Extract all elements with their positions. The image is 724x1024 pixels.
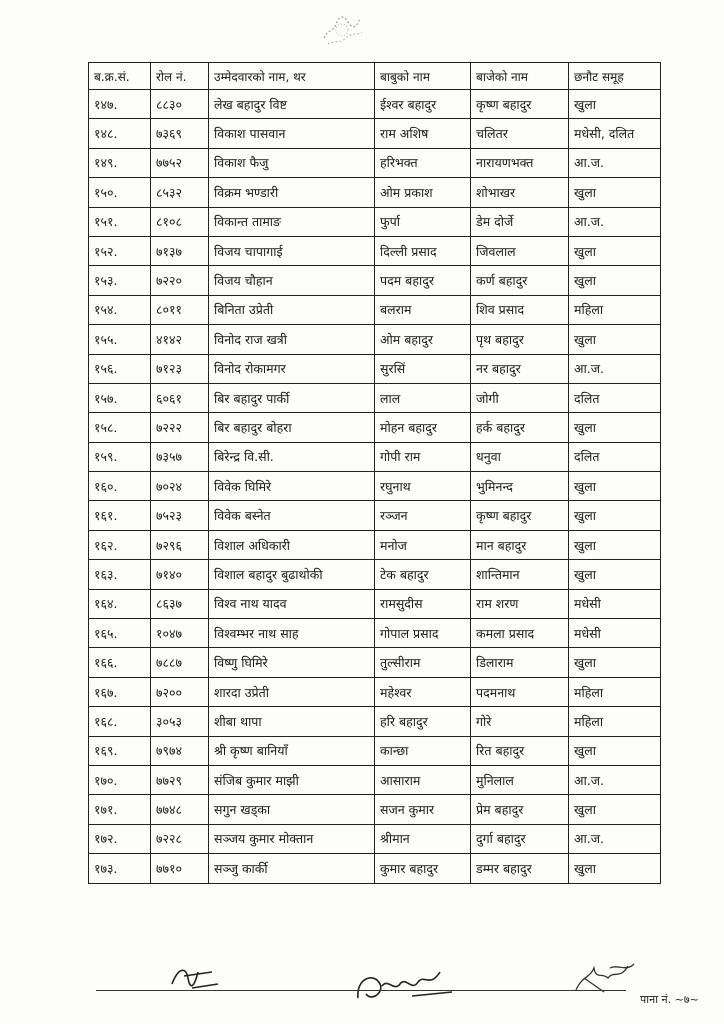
table-row bbox=[89, 472, 661, 501]
cell-candidate-name: विवेक बस्नेत bbox=[209, 501, 375, 530]
cell-candidate-name: लेख बहादुर विष्ट bbox=[209, 90, 375, 119]
cell-grandfather-name: हर्क बहादुर bbox=[471, 413, 569, 442]
table-header-row bbox=[89, 63, 661, 90]
cell-candidate-name: सञ्जय कुमार मोक्तान bbox=[209, 824, 375, 853]
cell-serial-number: १५३. bbox=[89, 266, 151, 295]
footer-rule bbox=[96, 990, 626, 991]
cell-roll-number: ७९७४ bbox=[151, 736, 209, 765]
cell-candidate-name: सञ्जु कार्की bbox=[209, 854, 375, 883]
cell-roll-number: ८५३२ bbox=[151, 178, 209, 207]
cell-father-name: कान्छा bbox=[375, 736, 471, 765]
cell-roll-number: ८८३० bbox=[151, 90, 209, 119]
cell-serial-number: १७०. bbox=[89, 765, 151, 794]
cell-selection-group: खुला bbox=[569, 472, 661, 501]
cell-selection-group: खुला bbox=[569, 736, 661, 765]
cell-grandfather-name: डेम दोर्जे bbox=[471, 207, 569, 236]
cell-serial-number: १५५. bbox=[89, 325, 151, 354]
cell-serial-number: १५०. bbox=[89, 178, 151, 207]
cell-grandfather-name: धनुवा bbox=[471, 442, 569, 471]
cell-grandfather-name: जिवलाल bbox=[471, 236, 569, 265]
cell-selection-group: खुला bbox=[569, 325, 661, 354]
cell-father-name: महेश्वर bbox=[375, 677, 471, 706]
cell-serial-number: १६६. bbox=[89, 648, 151, 677]
cell-selection-group: खुला bbox=[569, 795, 661, 824]
cell-grandfather-name: प्रेम बहादुर bbox=[471, 795, 569, 824]
cell-grandfather-name: जोगी bbox=[471, 383, 569, 412]
cell-candidate-name: विकाश पासवान bbox=[209, 119, 375, 148]
cell-father-name: लाल bbox=[375, 383, 471, 412]
cell-father-name: आसाराम bbox=[375, 765, 471, 794]
cell-selection-group: खुला bbox=[569, 648, 661, 677]
header-serial-number: ब.क्र.सं. bbox=[89, 63, 151, 90]
cell-father-name: श्रीमान bbox=[375, 824, 471, 853]
cell-roll-number: ७२२२ bbox=[151, 413, 209, 442]
cell-serial-number: १५८. bbox=[89, 413, 151, 442]
table-row bbox=[89, 530, 661, 559]
cell-grandfather-name: मान बहादुर bbox=[471, 530, 569, 559]
cell-serial-number: १६२. bbox=[89, 530, 151, 559]
cell-selection-group: महिला bbox=[569, 677, 661, 706]
cell-candidate-name: विष्णु घिमिरे bbox=[209, 648, 375, 677]
cell-roll-number: ८६३७ bbox=[151, 589, 209, 618]
cell-roll-number: ८१०८ bbox=[151, 207, 209, 236]
cell-father-name: हरि बहादुर bbox=[375, 707, 471, 736]
cell-grandfather-name: शिव प्रसाद bbox=[471, 295, 569, 324]
cell-father-name: सजन कुमार bbox=[375, 795, 471, 824]
cell-roll-number: ४१४२ bbox=[151, 325, 209, 354]
table-row bbox=[89, 736, 661, 765]
cell-candidate-name: शीबा थापा bbox=[209, 707, 375, 736]
table-row bbox=[89, 765, 661, 794]
cell-serial-number: १५७. bbox=[89, 383, 151, 412]
cell-grandfather-name: चलितर bbox=[471, 119, 569, 148]
cell-candidate-name: विश्वम्भर नाथ साह bbox=[209, 619, 375, 648]
cell-selection-group: दलित bbox=[569, 383, 661, 412]
cell-serial-number: १५१. bbox=[89, 207, 151, 236]
cell-roll-number: ७५२३ bbox=[151, 501, 209, 530]
cell-father-name: सुरसिं bbox=[375, 354, 471, 383]
cell-candidate-name: शारदा उप्रेती bbox=[209, 677, 375, 706]
cell-candidate-name: विजय चौहान bbox=[209, 266, 375, 295]
cell-father-name: ओम प्रकाश bbox=[375, 178, 471, 207]
cell-roll-number: ७३६९ bbox=[151, 119, 209, 148]
cell-father-name: मोहन बहादुर bbox=[375, 413, 471, 442]
cell-candidate-name: विक्रम भण्डारी bbox=[209, 178, 375, 207]
cell-father-name: हरिभक्त bbox=[375, 148, 471, 177]
cell-serial-number: १५४. bbox=[89, 295, 151, 324]
cell-grandfather-name: दुर्गा बहादुर bbox=[471, 824, 569, 853]
cell-father-name: दिल्ली प्रसाद bbox=[375, 236, 471, 265]
table-row bbox=[89, 90, 661, 119]
cell-roll-number: ८०११ bbox=[151, 295, 209, 324]
cell-serial-number: १६८. bbox=[89, 707, 151, 736]
cell-father-name: टेक बहादुर bbox=[375, 560, 471, 589]
cell-selection-group: आ.ज. bbox=[569, 765, 661, 794]
table-row bbox=[89, 677, 661, 706]
cell-father-name: मनोज bbox=[375, 530, 471, 559]
table-row bbox=[89, 589, 661, 618]
header-grandfather-name: बाजेको नाम bbox=[471, 63, 569, 90]
cell-selection-group: खुला bbox=[569, 501, 661, 530]
cell-selection-group: आ.ज. bbox=[569, 207, 661, 236]
table-row bbox=[89, 236, 661, 265]
cell-selection-group: मधेसी, दलित bbox=[569, 119, 661, 148]
cell-candidate-name: बिरेन्द्र वि.सी. bbox=[209, 442, 375, 471]
cell-candidate-name: बिर बहादुर पार्की bbox=[209, 383, 375, 412]
cell-candidate-name: संजिब कुमार माझी bbox=[209, 765, 375, 794]
results-table bbox=[88, 62, 661, 884]
cell-selection-group: खुला bbox=[569, 266, 661, 295]
cell-serial-number: १५६. bbox=[89, 354, 151, 383]
cell-father-name: रघुनाथ bbox=[375, 472, 471, 501]
cell-grandfather-name: राम शरण bbox=[471, 589, 569, 618]
cell-grandfather-name: डम्मर बहादुर bbox=[471, 854, 569, 883]
cell-roll-number: ७७४८ bbox=[151, 795, 209, 824]
cell-father-name: गोपाल प्रसाद bbox=[375, 619, 471, 648]
cell-selection-group: खुला bbox=[569, 90, 661, 119]
cell-serial-number: १६४. bbox=[89, 589, 151, 618]
cell-roll-number: ७३५७ bbox=[151, 442, 209, 471]
cell-grandfather-name: रित बहादुर bbox=[471, 736, 569, 765]
header-father-name: बाबुको नाम bbox=[375, 63, 471, 90]
cell-grandfather-name: नर बहादुर bbox=[471, 354, 569, 383]
stamp-mark bbox=[318, 8, 366, 50]
cell-roll-number: ७१२३ bbox=[151, 354, 209, 383]
page-number: पाना नं. ~७~ bbox=[640, 993, 699, 1006]
table-row bbox=[89, 560, 661, 589]
cell-father-name: रञ्जन bbox=[375, 501, 471, 530]
cell-roll-number: ७७१० bbox=[151, 854, 209, 883]
cell-roll-number: १०४७ bbox=[151, 619, 209, 648]
cell-candidate-name: विकान्त तामाङ bbox=[209, 207, 375, 236]
cell-grandfather-name: कृष्ण बहादुर bbox=[471, 90, 569, 119]
cell-candidate-name: विशाल अधिकारी bbox=[209, 530, 375, 559]
cell-grandfather-name: शोभाखर bbox=[471, 178, 569, 207]
cell-serial-number: १४९. bbox=[89, 148, 151, 177]
cell-serial-number: १६९. bbox=[89, 736, 151, 765]
cell-serial-number: १४७. bbox=[89, 90, 151, 119]
cell-candidate-name: विशाल बहादुर बुढाथोकी bbox=[209, 560, 375, 589]
cell-roll-number: ७७२९ bbox=[151, 765, 209, 794]
cell-candidate-name: विजय चापागाई bbox=[209, 236, 375, 265]
header-candidate-name: उम्मेदवारको नाम, थर bbox=[209, 63, 375, 90]
cell-serial-number: १७२. bbox=[89, 824, 151, 853]
cell-selection-group: खुला bbox=[569, 530, 661, 559]
table-row bbox=[89, 119, 661, 148]
table-row bbox=[89, 413, 661, 442]
cell-selection-group: महिला bbox=[569, 707, 661, 736]
cell-serial-number: १७३. bbox=[89, 854, 151, 883]
cell-grandfather-name: कृष्ण बहादुर bbox=[471, 501, 569, 530]
cell-selection-group: आ.ज. bbox=[569, 354, 661, 383]
header-selection-group: छनौट समूह bbox=[569, 63, 661, 90]
table-row bbox=[89, 501, 661, 530]
cell-serial-number: १५२. bbox=[89, 236, 151, 265]
cell-grandfather-name: पृथ बहादुर bbox=[471, 325, 569, 354]
cell-candidate-name: बिर बहादुर बोहरा bbox=[209, 413, 375, 442]
signature-left bbox=[168, 958, 224, 992]
cell-father-name: बलराम bbox=[375, 295, 471, 324]
cell-selection-group: खुला bbox=[569, 560, 661, 589]
cell-grandfather-name: गोरे bbox=[471, 707, 569, 736]
cell-grandfather-name: पदमनाथ bbox=[471, 677, 569, 706]
cell-roll-number: ७२२० bbox=[151, 266, 209, 295]
cell-candidate-name: सगुन खड्का bbox=[209, 795, 375, 824]
cell-roll-number: ७७५२ bbox=[151, 148, 209, 177]
table-row bbox=[89, 354, 661, 383]
cell-candidate-name: विवेक घिमिरे bbox=[209, 472, 375, 501]
cell-serial-number: १६०. bbox=[89, 472, 151, 501]
cell-selection-group: खुला bbox=[569, 854, 661, 883]
signature-right bbox=[570, 958, 640, 998]
cell-roll-number: ७०२४ bbox=[151, 472, 209, 501]
cell-candidate-name: बिनिता उप्रेती bbox=[209, 295, 375, 324]
cell-roll-number: ७८८७ bbox=[151, 648, 209, 677]
cell-grandfather-name: कर्ण बहादुर bbox=[471, 266, 569, 295]
cell-grandfather-name: भुमिनन्द bbox=[471, 472, 569, 501]
cell-grandfather-name: शान्तिमान bbox=[471, 560, 569, 589]
cell-selection-group: दलित bbox=[569, 442, 661, 471]
cell-candidate-name: विनोद राज खत्री bbox=[209, 325, 375, 354]
cell-serial-number: १६१. bbox=[89, 501, 151, 530]
cell-father-name: तुल्सीराम bbox=[375, 648, 471, 677]
cell-candidate-name: विनोद रोकामगर bbox=[209, 354, 375, 383]
table-row bbox=[89, 266, 661, 295]
table-row bbox=[89, 795, 661, 824]
cell-roll-number: ७२९६ bbox=[151, 530, 209, 559]
cell-father-name: राम अशिष bbox=[375, 119, 471, 148]
cell-selection-group: आ.ज. bbox=[569, 824, 661, 853]
cell-selection-group: खुला bbox=[569, 413, 661, 442]
cell-father-name: ओम बहादुर bbox=[375, 325, 471, 354]
cell-father-name: ईश्वर बहादुर bbox=[375, 90, 471, 119]
cell-selection-group: आ.ज. bbox=[569, 148, 661, 177]
cell-serial-number: १६७. bbox=[89, 677, 151, 706]
table-row bbox=[89, 148, 661, 177]
cell-candidate-name: विकाश फैजु bbox=[209, 148, 375, 177]
table-row bbox=[89, 207, 661, 236]
table-row bbox=[89, 854, 661, 883]
table-row bbox=[89, 325, 661, 354]
table-row bbox=[89, 178, 661, 207]
cell-selection-group: महिला bbox=[569, 295, 661, 324]
cell-serial-number: १६३. bbox=[89, 560, 151, 589]
cell-selection-group: खुला bbox=[569, 178, 661, 207]
header-roll-number: रोल नं. bbox=[151, 63, 209, 90]
cell-roll-number: ६०६१ bbox=[151, 383, 209, 412]
cell-roll-number: ७१४० bbox=[151, 560, 209, 589]
cell-father-name: फुर्पा bbox=[375, 207, 471, 236]
cell-selection-group: मधेसी bbox=[569, 619, 661, 648]
cell-serial-number: १४८. bbox=[89, 119, 151, 148]
table-row bbox=[89, 383, 661, 412]
table-row bbox=[89, 824, 661, 853]
cell-grandfather-name: डिलाराम bbox=[471, 648, 569, 677]
cell-serial-number: १६५. bbox=[89, 619, 151, 648]
cell-roll-number: ७२०० bbox=[151, 677, 209, 706]
table-row bbox=[89, 648, 661, 677]
table-row bbox=[89, 442, 661, 471]
cell-candidate-name: विश्व नाथ यादव bbox=[209, 589, 375, 618]
cell-father-name: कुमार बहादुर bbox=[375, 854, 471, 883]
cell-roll-number: ३०५३ bbox=[151, 707, 209, 736]
cell-roll-number: ७१३७ bbox=[151, 236, 209, 265]
cell-candidate-name: श्री कृष्ण बानियाँ bbox=[209, 736, 375, 765]
cell-selection-group: खुला bbox=[569, 236, 661, 265]
cell-grandfather-name: नारायणभक्त bbox=[471, 148, 569, 177]
cell-serial-number: १५९. bbox=[89, 442, 151, 471]
table-row bbox=[89, 707, 661, 736]
table-row bbox=[89, 295, 661, 324]
table-row bbox=[89, 619, 661, 648]
cell-roll-number: ७२२८ bbox=[151, 824, 209, 853]
cell-father-name: पदम बहादुर bbox=[375, 266, 471, 295]
cell-serial-number: १७१. bbox=[89, 795, 151, 824]
signature-center bbox=[352, 962, 460, 1012]
cell-grandfather-name: कमला प्रसाद bbox=[471, 619, 569, 648]
cell-grandfather-name: मुनिलाल bbox=[471, 765, 569, 794]
cell-selection-group: मधेसी bbox=[569, 589, 661, 618]
cell-father-name: गोपी राम bbox=[375, 442, 471, 471]
cell-father-name: रामसुदीस bbox=[375, 589, 471, 618]
